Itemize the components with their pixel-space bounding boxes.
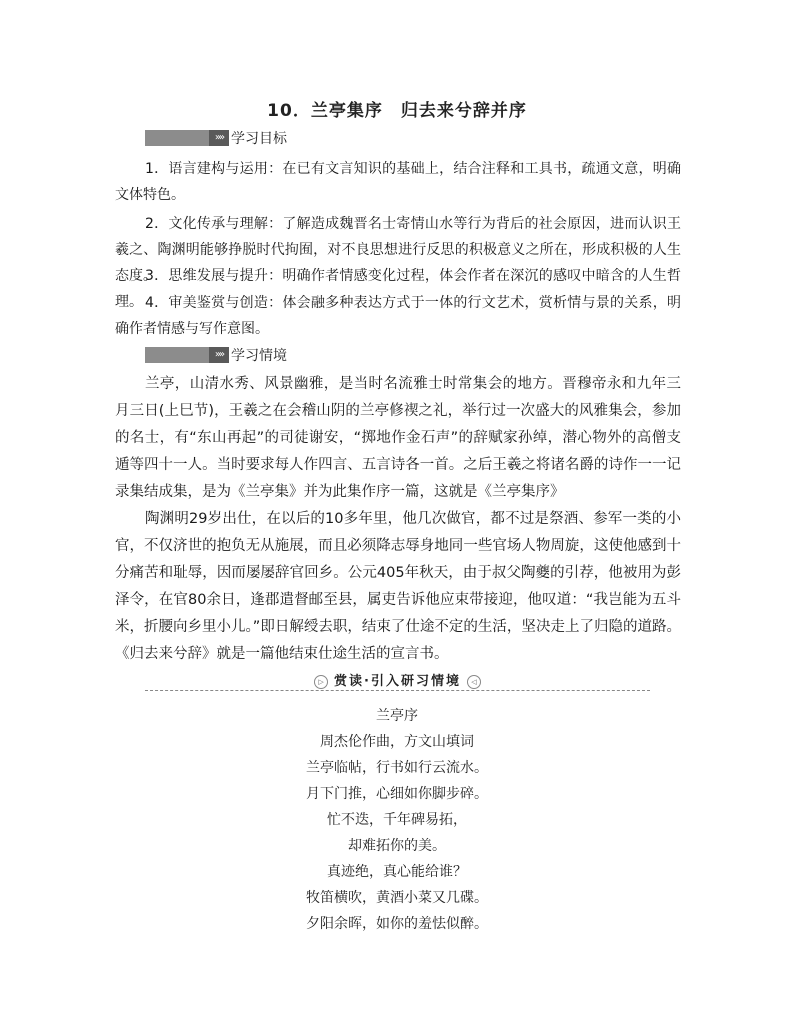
poem-line: 牧笛横吹，黄酒小菜又几碟。: [306, 890, 488, 906]
section-label: 学习目标: [231, 131, 287, 147]
section-marker-bar: [145, 347, 209, 363]
poem-line: 夕阳余晖，如你的羞怯似醉。: [306, 916, 488, 932]
page-title: 10．兰亭集序 归去来兮辞并序: [267, 101, 527, 121]
context-paragraph: 兰亭，山清水秀、风景幽雅，是当时名流雅士时常集会的地方。晋穆帝永和九年三月三日(上巳节)，王羲之在会稽山阴的兰亭修禊之礼，举行过一次盛大的风雅集会，参加的名士，有“东山再起”的司徒谢安，“掷地作金石声”的辞赋家孙绰，潜心物外的高僧支遁等四十一人。当时要求每人作四言、五言诗各一首。之后王羲之将诸名爵的诗作一一记录集结成集，是为《兰亭集》并为此集作序一篇，这就是《兰亭集序》: [115, 376, 681, 500]
context-paragraph: 陶渊明29岁出仕，在以后的10多年里，他几次做官，都不过是祭酒、参军一类的小官，不仅济世的抱负无从施展，而且必须降志辱身地同一些官场人物周旋，这使他感到十分痛苦和耻辱，因而屡屡辞官回乡。公元405年秋天，由于叔父陶夔的引荐，他被用为彭泽令，在官80余日，逢郡遣督邮至县，属吏告诉他应束带接迎，他叹道：“我岂能为五斗米，折腰向乡里小儿。”即日解绶去职，结束了仕途不定的生活，坚决走上了归隐的道路。《归去来兮辞》就是一篇他结束仕途生活的宣言书。: [115, 511, 681, 662]
banner-title: 赏读·引入研习情境: [334, 674, 461, 689]
poem: [0, 703, 794, 937]
goal-item: 2．文化传承与理解：了解造成魏晋名士寄情山水等行为背后的社会原因，进而认识王羲之、陶渊明能够挣脱时代拘囿，对不良思想进行反思的积极意义之所在，形成积极的人生态度。: [115, 216, 681, 284]
double-chevron-icon: »»: [209, 130, 229, 146]
goal-item: 1．语言建构与运用：在已有文言知识的基础上，结合注释和工具书，疏通文意，明确文体特色。: [115, 161, 681, 203]
poem-line: 兰亭临帖，行书如行云流水。: [306, 760, 488, 776]
section-marker-bar: [145, 130, 209, 146]
poem-title: 兰亭序: [376, 708, 418, 724]
dashed-divider: [145, 690, 650, 691]
goal-item: 3．思维发展与提升：明确作者情感变化过程，体会作者在深沉的感叹中暗含的人生哲理。: [115, 268, 681, 310]
goal-item: 4．审美鉴赏与创造：体会融多种表达方式于一体的行文艺术，赏析情与景的关系，明确作者情感与写作意图。: [115, 295, 681, 337]
poem-line: 却难拓你的美。: [348, 838, 446, 854]
play-right-icon: ▷: [314, 675, 328, 689]
poem-line: 月下门推，心细如你脚步碎。: [306, 786, 488, 802]
poem-credit: 周杰伦作曲，方文山填词: [320, 734, 474, 750]
section-heading-learning-context: [145, 346, 287, 364]
poem-line: 真迹绝，真心能给谁？: [327, 864, 467, 880]
double-chevron-icon: »»: [209, 347, 229, 363]
reading-banner: [145, 668, 650, 694]
poem-line: 忙不迭，千年碑易拓，: [327, 812, 467, 828]
section-heading-learning-goals: [145, 129, 287, 147]
section-label: 学习情境: [231, 348, 287, 364]
play-left-icon: ◁: [467, 675, 481, 689]
